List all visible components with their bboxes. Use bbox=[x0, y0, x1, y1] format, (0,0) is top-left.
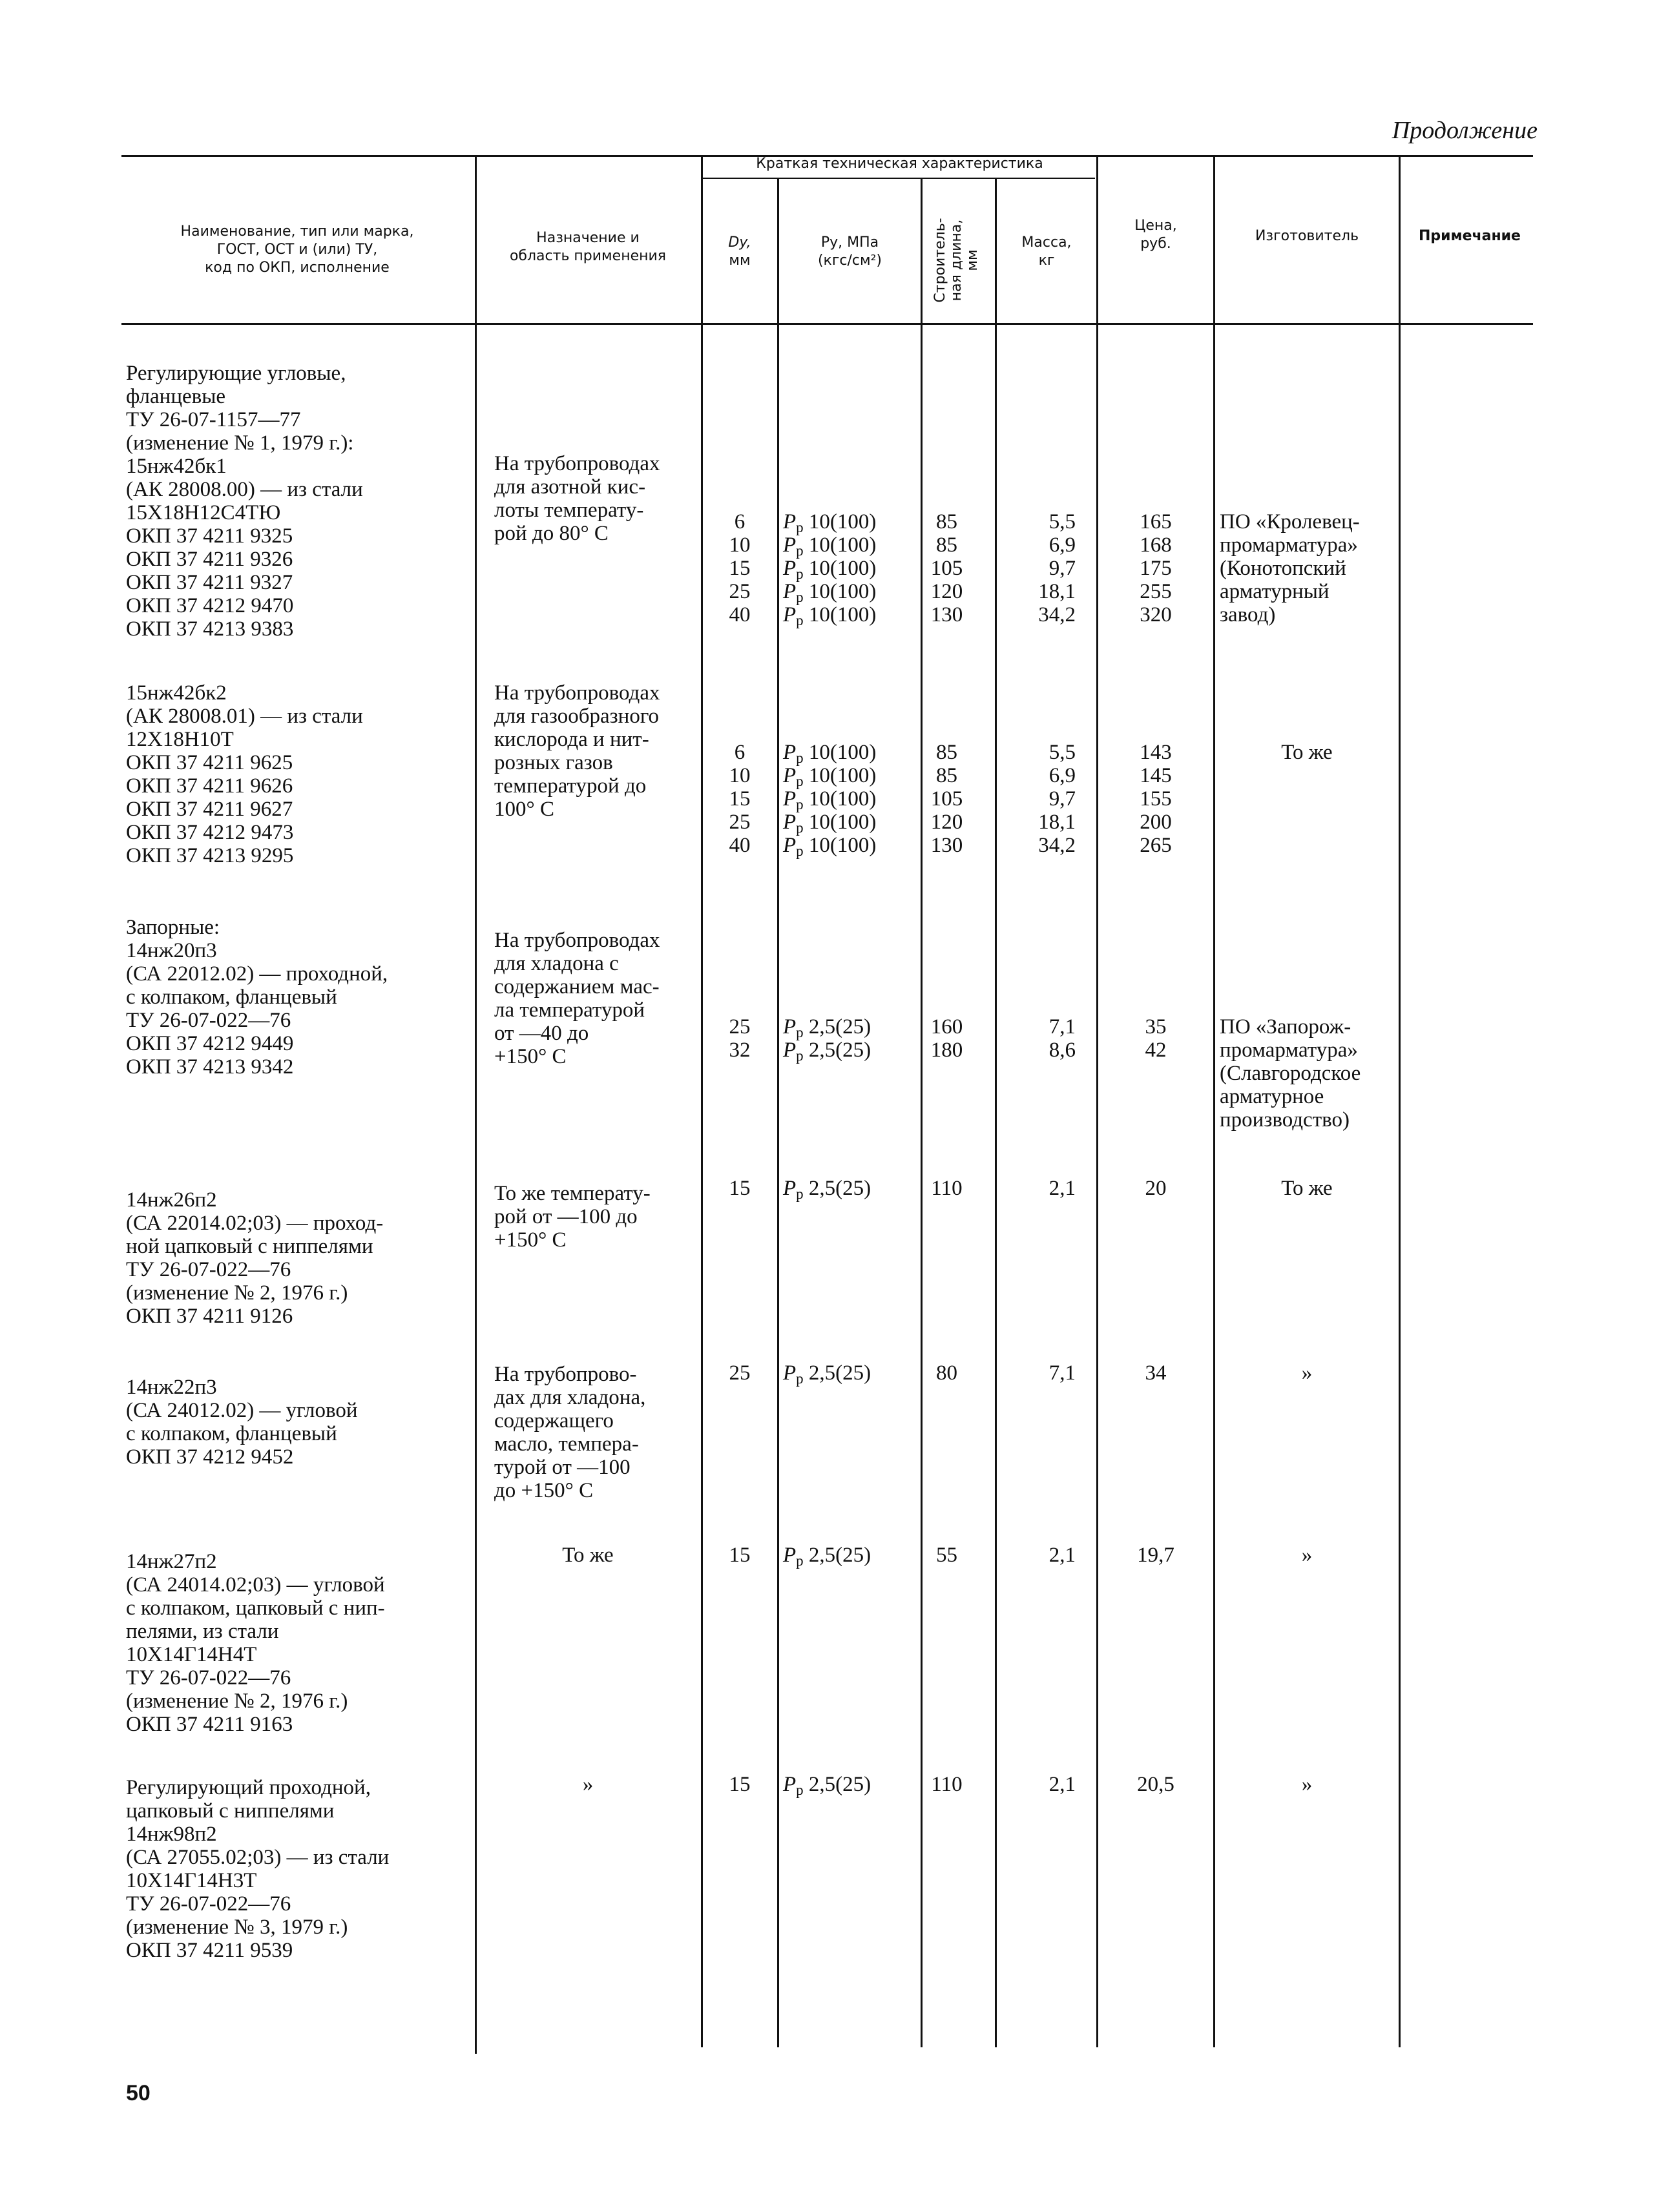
cell-name: ТУ 26-07-022—76 bbox=[126, 1892, 291, 1916]
cell-name: 15нж42бк1 bbox=[126, 455, 227, 478]
cell-purpose: для газообразного bbox=[494, 705, 660, 728]
cell-name: Запорные: bbox=[126, 916, 220, 939]
cell-maker: производство) bbox=[1220, 1108, 1350, 1132]
cell-name: с колпаком, фланцевый bbox=[126, 986, 337, 1009]
cell-name: ОКП 37 4211 9627 bbox=[126, 798, 293, 821]
cell-name: ТУ 26-07-022—76 bbox=[126, 1666, 291, 1690]
pressure-subscript: р bbox=[796, 1553, 804, 1569]
cell-mass: 5,5 bbox=[1048, 510, 1076, 533]
cell-name: (изменение № 2, 1976 г.) bbox=[126, 1281, 348, 1305]
header-length-line: мм bbox=[965, 249, 981, 271]
cell-mass: 34,2 bbox=[1038, 603, 1076, 626]
cell-length: 85 bbox=[936, 764, 957, 787]
header-purpose-line: область применения bbox=[509, 248, 667, 264]
pressure-subscript: р bbox=[796, 519, 804, 535]
pressure-subscript: р bbox=[796, 1024, 804, 1040]
cell-purpose: для хладона с bbox=[494, 952, 619, 975]
cell-dn: 6 bbox=[734, 510, 746, 533]
cell-price: 255 bbox=[1140, 580, 1172, 603]
pressure-value: 2,5(25) bbox=[803, 1544, 871, 1567]
cell-pressure bbox=[783, 1177, 919, 1206]
header-bottom-rule bbox=[121, 323, 1533, 325]
cell-price: 20 bbox=[1145, 1177, 1167, 1200]
pressure-symbol: P bbox=[783, 1015, 797, 1039]
cell-name: 14нж26п2 bbox=[126, 1188, 217, 1212]
tech-group-rule bbox=[701, 178, 1095, 179]
header-tech-group: Краткая техническая характеристика bbox=[756, 156, 1043, 172]
pressure-symbol: P bbox=[783, 1177, 797, 1200]
cell-price: 143 bbox=[1140, 741, 1172, 764]
header-length-line: ная длина, bbox=[948, 219, 965, 302]
cell-mass: 18,1 bbox=[1038, 811, 1076, 834]
cell-name: (изменение № 2, 1976 г.) bbox=[126, 1690, 348, 1713]
cell-dn: 6 bbox=[734, 741, 746, 764]
pressure-symbol: P bbox=[783, 787, 797, 811]
pressure-symbol: P bbox=[783, 834, 797, 857]
cell-dn: 25 bbox=[729, 1015, 751, 1039]
cell-name: ОКП 37 4211 9163 bbox=[126, 1713, 293, 1736]
cell-purpose: от —40 до bbox=[494, 1022, 589, 1045]
cell-dn: 40 bbox=[729, 603, 751, 626]
cell-mass: 18,1 bbox=[1038, 580, 1076, 603]
pressure-value: 10(100) bbox=[803, 787, 877, 811]
pressure-value: 2,5(25) bbox=[803, 1177, 871, 1200]
cell-name: ОКП 37 4213 9342 bbox=[126, 1055, 294, 1079]
pressure-value: 10(100) bbox=[803, 764, 877, 787]
header-mass-line: кг bbox=[1038, 253, 1055, 269]
cell-length: 130 bbox=[930, 834, 963, 857]
cell-maker: ПО «Кролевец- bbox=[1220, 510, 1360, 533]
cell-name: с колпаком, фланцевый bbox=[126, 1422, 337, 1445]
pressure-subscript: р bbox=[796, 1048, 804, 1064]
cell-dn: 25 bbox=[729, 1361, 751, 1385]
cell-name: ОКП 37 4211 9626 bbox=[126, 774, 293, 798]
pressure-subscript: р bbox=[796, 612, 804, 628]
cell-name: 14нж20п3 bbox=[126, 939, 217, 962]
cell-name: (СА 27055.02;03) — из стали bbox=[126, 1846, 390, 1869]
cell-dn: 15 bbox=[729, 557, 751, 580]
cell-pressure bbox=[783, 1361, 919, 1390]
cell-name: (АК 28008.00) — из стали bbox=[126, 478, 363, 501]
pressure-value: 10(100) bbox=[803, 834, 877, 857]
pressure-value: 2,5(25) bbox=[803, 1361, 871, 1385]
cell-purpose: для азотной кис- bbox=[494, 475, 646, 499]
cell-name: (изменение № 1, 1979 г.): bbox=[126, 431, 354, 455]
cell-purpose: » bbox=[582, 1773, 594, 1796]
pressure-subscript: р bbox=[796, 750, 804, 766]
column-divider-5 bbox=[995, 178, 997, 2047]
cell-price: 19,7 bbox=[1137, 1544, 1174, 1567]
cell-purpose: ла температурой bbox=[494, 998, 645, 1022]
cell-name: ной цапковый с ниппелями bbox=[126, 1235, 373, 1258]
cell-name: ОКП 37 4212 9470 bbox=[126, 594, 294, 617]
cell-name: 15нж42бк2 bbox=[126, 681, 227, 705]
cell-mass: 5,5 bbox=[1048, 741, 1076, 764]
cell-mass: 2,1 bbox=[1048, 1177, 1076, 1200]
column-divider-6 bbox=[1096, 155, 1098, 2047]
cell-length: 55 bbox=[936, 1544, 957, 1567]
cell-length: 85 bbox=[936, 741, 957, 764]
cell-mass: 6,9 bbox=[1048, 533, 1076, 557]
cell-name: ОКП 37 4212 9452 bbox=[126, 1445, 294, 1469]
cell-name: (АК 28008.01) — из стали bbox=[126, 705, 363, 728]
header-price-line: руб. bbox=[1140, 236, 1171, 252]
cell-name: 10Х14Г14Н4Т bbox=[126, 1643, 257, 1666]
cell-maker: завод) bbox=[1220, 603, 1276, 626]
cell-purpose: 100° С bbox=[494, 798, 554, 821]
header-dn-line: Dy, bbox=[728, 234, 751, 251]
cell-name: 14нж22п3 bbox=[126, 1376, 217, 1399]
cell-name: пелями, из стали bbox=[126, 1620, 279, 1643]
header-purpose-line: Назначение и bbox=[536, 230, 640, 246]
pressure-symbol: P bbox=[783, 741, 797, 764]
pressure-symbol: P bbox=[783, 580, 797, 603]
cell-name: с колпаком, цапковый с нип- bbox=[126, 1597, 385, 1620]
cell-name: Регулирующий проходной, bbox=[126, 1776, 371, 1799]
cell-purpose: То же температу- bbox=[494, 1182, 651, 1205]
cell-purpose: содержащего bbox=[494, 1409, 614, 1432]
cell-dn: 15 bbox=[729, 1773, 751, 1796]
cell-name: 12Х18Н10Т bbox=[126, 728, 234, 751]
header-mass bbox=[998, 234, 1095, 270]
cell-purpose: На трубопроводах bbox=[494, 681, 660, 705]
cell-name: (СА 22014.02;03) — проход- bbox=[126, 1212, 384, 1235]
cell-maker: » bbox=[1301, 1361, 1313, 1385]
cell-pressure bbox=[783, 1544, 919, 1573]
pressure-subscript: р bbox=[796, 589, 804, 605]
pressure-value: 10(100) bbox=[803, 741, 877, 764]
cell-dn: 40 bbox=[729, 834, 751, 857]
cell-maker: То же bbox=[1281, 1177, 1333, 1200]
cell-name: (изменение № 3, 1979 г.) bbox=[126, 1916, 348, 1939]
cell-price: 265 bbox=[1140, 834, 1172, 857]
cell-length: 85 bbox=[936, 510, 957, 533]
pressure-symbol: P bbox=[783, 1773, 797, 1796]
cell-price: 155 bbox=[1140, 787, 1172, 811]
cell-purpose: кислорода и нит- bbox=[494, 728, 649, 751]
pressure-symbol: P bbox=[783, 1544, 797, 1567]
cell-purpose: +150° С bbox=[494, 1228, 567, 1252]
cell-maker: арматурный bbox=[1220, 580, 1330, 603]
cell-dn: 10 bbox=[729, 764, 751, 787]
cell-maker: промарматура» bbox=[1220, 533, 1358, 557]
cell-mass: 2,1 bbox=[1048, 1544, 1076, 1567]
cell-price: 20,5 bbox=[1137, 1773, 1174, 1796]
pressure-value: 10(100) bbox=[803, 533, 877, 557]
cell-mass: 9,7 bbox=[1048, 557, 1076, 580]
cell-name: ТУ 26-07-1157—77 bbox=[126, 408, 301, 431]
cell-price: 34 bbox=[1145, 1361, 1167, 1385]
pressure-symbol: P bbox=[783, 533, 797, 557]
cell-dn: 25 bbox=[729, 580, 751, 603]
cell-purpose: розных газов bbox=[494, 751, 613, 774]
pressure-value: 10(100) bbox=[803, 603, 877, 626]
pressure-subscript: р bbox=[796, 1370, 804, 1387]
cell-length: 120 bbox=[930, 811, 963, 834]
cell-maker: » bbox=[1301, 1773, 1313, 1796]
cell-maker: (Конотопский bbox=[1220, 557, 1346, 580]
header-maker: Изготовитель bbox=[1255, 228, 1359, 244]
cell-purpose: лоты температу- bbox=[494, 499, 644, 522]
cell-name: ОКП 37 4213 9295 bbox=[126, 844, 294, 867]
pressure-value: 10(100) bbox=[803, 557, 877, 580]
header-pressure bbox=[780, 234, 919, 270]
cell-purpose: +150° С bbox=[494, 1045, 567, 1068]
cell-dn: 10 bbox=[729, 533, 751, 557]
pressure-value: 10(100) bbox=[803, 510, 877, 533]
cell-name: ОКП 37 4212 9449 bbox=[126, 1032, 294, 1055]
cell-name: (СА 24014.02;03) — угловой bbox=[126, 1573, 385, 1597]
cell-maker: арматурное bbox=[1220, 1085, 1324, 1108]
pressure-symbol: P bbox=[783, 764, 797, 787]
cell-length: 85 bbox=[936, 533, 957, 557]
header-purpose bbox=[478, 229, 698, 265]
pressure-subscript: р bbox=[796, 1186, 804, 1202]
pressure-subscript: р bbox=[796, 566, 804, 582]
cell-purpose: рой до 80° С bbox=[494, 522, 609, 545]
header-mass-line: Масса, bbox=[1021, 234, 1072, 251]
cell-pressure bbox=[783, 1039, 919, 1068]
cell-dn: 15 bbox=[729, 1544, 751, 1567]
column-divider-1 bbox=[475, 155, 477, 2054]
cell-purpose: температурой до bbox=[494, 774, 647, 798]
pressure-symbol: P bbox=[783, 1039, 797, 1062]
cell-name: ОКП 37 4211 9325 bbox=[126, 524, 293, 548]
cell-maker: (Славгородское bbox=[1220, 1062, 1361, 1085]
pressure-symbol: P bbox=[783, 603, 797, 626]
cell-purpose: На трубопроводах bbox=[494, 929, 660, 952]
header-dn-line: мм bbox=[729, 253, 751, 269]
cell-length: 160 bbox=[930, 1015, 963, 1039]
header-dn bbox=[704, 234, 775, 270]
cell-pressure bbox=[783, 1773, 919, 1802]
header-pressure-line: Py, МПа bbox=[820, 234, 879, 251]
cell-length: 105 bbox=[930, 557, 963, 580]
cell-name: ОКП 37 4211 9326 bbox=[126, 548, 293, 571]
cell-price: 35 bbox=[1145, 1015, 1167, 1039]
cell-price: 145 bbox=[1140, 764, 1172, 787]
cell-mass: 6,9 bbox=[1048, 764, 1076, 787]
cell-purpose: содержанием мас- bbox=[494, 975, 660, 998]
cell-dn: 32 bbox=[729, 1039, 751, 1062]
cell-name: 14нж27п2 bbox=[126, 1550, 217, 1573]
cell-price: 175 bbox=[1140, 557, 1172, 580]
cell-purpose: до +150° С bbox=[494, 1479, 594, 1502]
cell-mass: 34,2 bbox=[1038, 834, 1076, 857]
header-length bbox=[932, 215, 983, 305]
pressure-symbol: P bbox=[783, 510, 797, 533]
cell-length: 130 bbox=[930, 603, 963, 626]
page-number: 50 bbox=[126, 2081, 151, 2105]
pressure-subscript: р bbox=[796, 796, 804, 812]
cell-name: 14нж98п2 bbox=[126, 1823, 217, 1846]
cell-purpose: турой от —100 bbox=[494, 1456, 631, 1479]
header-price bbox=[1100, 217, 1212, 253]
cell-pressure bbox=[783, 603, 919, 632]
cell-mass: 9,7 bbox=[1048, 787, 1076, 811]
cell-maker: ПО «Запорож- bbox=[1220, 1015, 1351, 1039]
pressure-value: 2,5(25) bbox=[803, 1773, 871, 1796]
header-note: Примечание bbox=[1419, 228, 1521, 244]
pressure-symbol: P bbox=[783, 1361, 797, 1385]
cell-length: 180 bbox=[930, 1039, 963, 1062]
pressure-symbol: P bbox=[783, 811, 797, 834]
pressure-subscript: р bbox=[796, 843, 804, 859]
pressure-subscript: р bbox=[796, 820, 804, 836]
pressure-value: 2,5(25) bbox=[803, 1039, 871, 1062]
cell-dn: 15 bbox=[729, 787, 751, 811]
header-pressure-line: (кгс/см²) bbox=[817, 253, 882, 269]
cell-price: 165 bbox=[1140, 510, 1172, 533]
cell-mass: 2,1 bbox=[1048, 1773, 1076, 1796]
header-name-line: код по ОКП, исполнение bbox=[205, 260, 390, 276]
cell-name: (СА 24012.02) — угловой bbox=[126, 1399, 358, 1422]
cell-name: 10Х14Г14Н3Т bbox=[126, 1869, 257, 1892]
cell-price: 168 bbox=[1140, 533, 1172, 557]
header-name-line: Наименование, тип или марка, bbox=[180, 223, 414, 240]
pressure-symbol: P bbox=[783, 557, 797, 580]
cell-length: 120 bbox=[930, 580, 963, 603]
cell-dn: 25 bbox=[729, 811, 751, 834]
cell-mass: 7,1 bbox=[1048, 1015, 1076, 1039]
cell-length: 110 bbox=[931, 1773, 963, 1796]
header-name bbox=[123, 223, 472, 277]
pressure-value: 2,5(25) bbox=[803, 1015, 871, 1039]
cell-mass: 8,6 bbox=[1048, 1039, 1076, 1062]
cell-dn: 15 bbox=[729, 1177, 751, 1200]
cell-name: ОКП 37 4211 9625 bbox=[126, 751, 293, 774]
cell-name: ОКП 37 4211 9327 bbox=[126, 571, 293, 594]
cell-price: 42 bbox=[1145, 1039, 1167, 1062]
pressure-value: 10(100) bbox=[803, 580, 877, 603]
cell-purpose: То же bbox=[562, 1544, 614, 1567]
cell-purpose: дах для хладона, bbox=[494, 1386, 646, 1409]
pressure-subscript: р bbox=[796, 1782, 804, 1798]
cell-purpose: На трубопроводах bbox=[494, 452, 660, 475]
cell-name: ОКП 37 4212 9473 bbox=[126, 821, 294, 844]
cell-length: 105 bbox=[930, 787, 963, 811]
pressure-subscript: р bbox=[796, 543, 804, 559]
header-price-line: Цена, bbox=[1134, 218, 1177, 234]
cell-name: фланцевые bbox=[126, 385, 226, 408]
cell-name: цапковый с ниппелями bbox=[126, 1799, 335, 1823]
cell-name: 15Х18Н12С4ТЮ bbox=[126, 501, 281, 524]
cell-name: (СА 22012.02) — проходной, bbox=[126, 962, 388, 986]
cell-maker: » bbox=[1301, 1544, 1313, 1567]
cell-purpose: масло, темпера- bbox=[494, 1432, 639, 1456]
cell-name: ОКП 37 4211 9539 bbox=[126, 1939, 293, 1962]
header-name-line: ГОСТ, ОСТ и (или) ТУ, bbox=[216, 242, 378, 258]
cell-pressure bbox=[783, 834, 919, 863]
header-length-line: Строитель- bbox=[932, 218, 948, 303]
cell-purpose: На трубопрово- bbox=[494, 1363, 637, 1386]
column-divider-2 bbox=[701, 155, 703, 2047]
column-divider-4 bbox=[921, 178, 923, 2047]
column-divider-7 bbox=[1213, 155, 1215, 2047]
cell-purpose: рой от —100 до bbox=[494, 1205, 638, 1228]
cell-mass: 7,1 bbox=[1048, 1361, 1076, 1385]
cell-name: ОКП 37 4213 9383 bbox=[126, 617, 294, 641]
column-divider-3 bbox=[777, 178, 779, 2047]
cell-name: ТУ 26-07-022—76 bbox=[126, 1009, 291, 1032]
continuation-caption: Продолжение bbox=[1392, 117, 1538, 144]
cell-price: 320 bbox=[1140, 603, 1172, 626]
cell-maker: промарматура» bbox=[1220, 1039, 1358, 1062]
cell-price: 200 bbox=[1140, 811, 1172, 834]
cell-length: 80 bbox=[936, 1361, 957, 1385]
cell-maker: То же bbox=[1281, 741, 1333, 764]
pressure-subscript: р bbox=[796, 773, 804, 789]
cell-name: Регулирующие угловые, bbox=[126, 362, 346, 385]
pressure-value: 10(100) bbox=[803, 811, 877, 834]
cell-length: 110 bbox=[931, 1177, 963, 1200]
cell-name: ОКП 37 4211 9126 bbox=[126, 1305, 293, 1328]
cell-name: ТУ 26-07-022—76 bbox=[126, 1258, 291, 1281]
